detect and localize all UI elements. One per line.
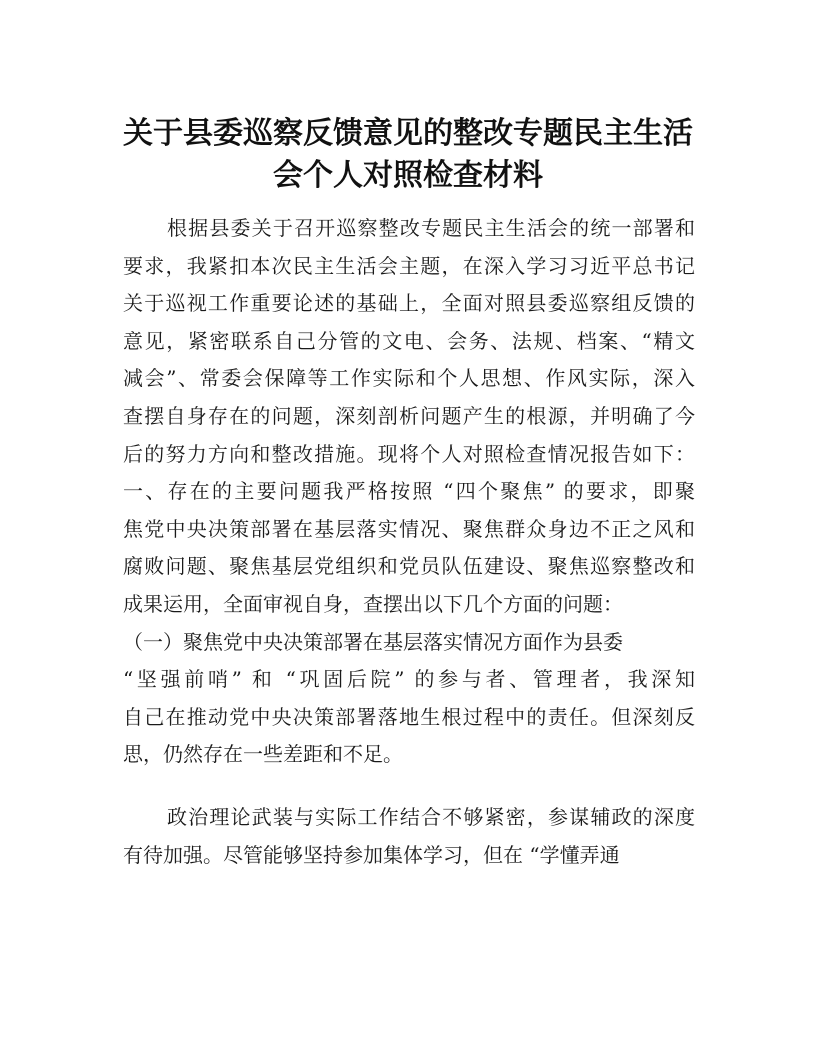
text-line: 一、存在的主要问题我严格按照 “四个聚焦” 的要求，即聚 xyxy=(123,479,695,504)
text-line: 要求，我紧扣本次民主生活会主题，在深入学习习近平总书记 xyxy=(123,253,695,278)
text-line: 后的努力方向和整改措施。现将个人对照检查情况报告如下： xyxy=(123,441,695,466)
text-line: 查摆自身存在的问题，深刻剖析问题产生的根源，并明确了今 xyxy=(123,403,695,428)
text-line: 焦党中央决策部署在基层落实情况、聚焦群众身边不正之风和 xyxy=(123,516,695,541)
body-paragraph-1 xyxy=(123,210,695,774)
text-line: 思，仍然存在一些差距和不足。 xyxy=(123,742,403,767)
body-paragraph-2 xyxy=(123,799,695,874)
text-line: 成果运用，全面审视自身，查摆出以下几个方面的问题： xyxy=(123,591,623,616)
title-line-2: 会个人对照检查材料 xyxy=(273,158,543,193)
text-line: 意见，紧密联系自己分管的文电、会务、法规、档案、“精文 xyxy=(123,328,695,353)
text-line: （一）聚焦党中央决策部署在基层落实情况方面作为县委 xyxy=(123,629,623,654)
text-line: 自己在推动党中央决策部署落地生根过程中的责任。但深刻反 xyxy=(123,704,695,729)
text-line: 腐败问题、聚焦基层党组织和党员队伍建设、聚焦巡察整改和 xyxy=(123,554,695,579)
document-title xyxy=(110,113,706,197)
text-line: 减会”、常委会保障等工作实际和个人思想、作风实际，深入 xyxy=(123,366,695,391)
title-line-1: 关于县委巡察反馈意见的整改专题民主生活 xyxy=(123,116,693,151)
text-line: 有待加强。尽管能够坚持参加集体学习，但在 “学懂弄通 xyxy=(123,842,620,867)
text-line: 关于巡视工作重要论述的基础上，全面对照县委巡察组反馈的 xyxy=(123,291,695,316)
text-line: 根据县委关于召开巡察整改专题民主生活会的统一部署和 xyxy=(167,216,695,240)
text-line: “坚强前哨” 和 “巩固后院” 的参与者、管理者，我深知 xyxy=(123,667,695,692)
text-line: 政治理论武装与实际工作结合不够紧密，参谋辅政的深度 xyxy=(167,805,695,829)
